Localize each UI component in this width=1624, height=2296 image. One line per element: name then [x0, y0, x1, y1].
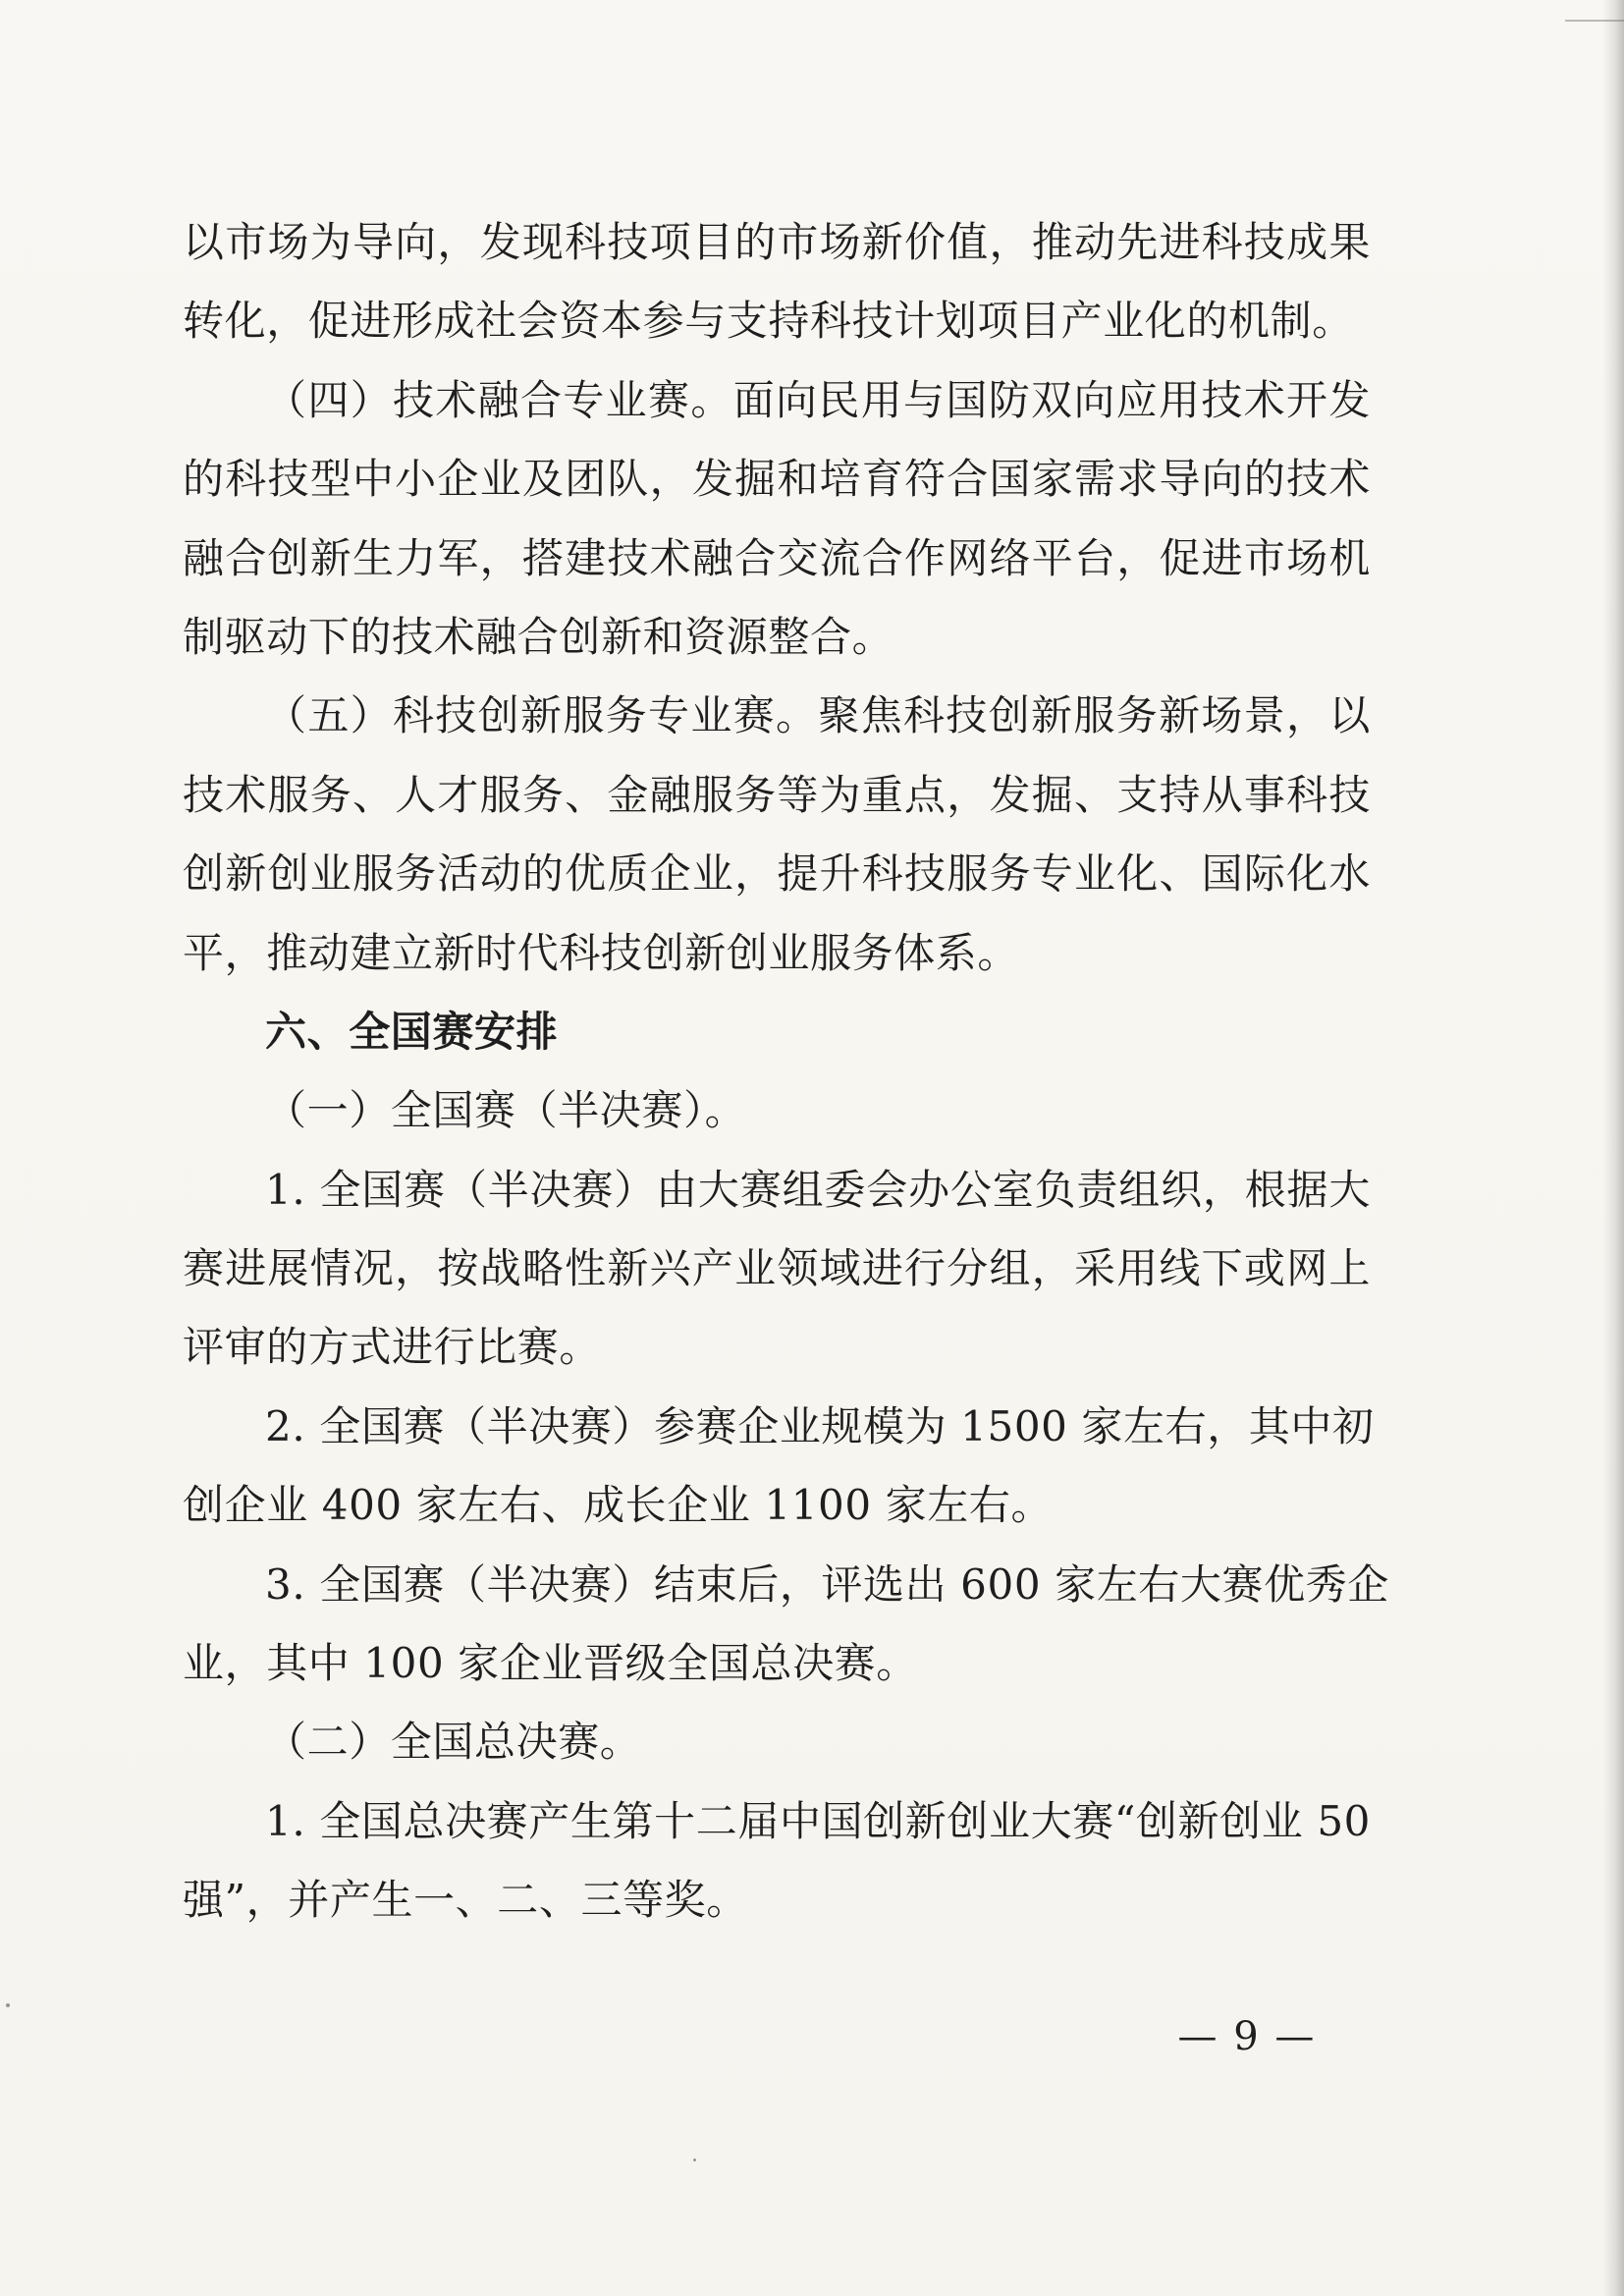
- scan-corner-mark: [1565, 0, 1624, 22]
- paragraph-line: 技术服务、人才服务、金融服务等为重点，发掘、支持从事科技: [183, 770, 1371, 819]
- paragraph-line: （五）科技创新服务专业赛。聚焦科技创新服务新场景，以: [265, 691, 1371, 740]
- scan-speck: [6, 2003, 10, 2007]
- paragraph-line: 的科技型中小企业及团队，发掘和培育符合国家需求导向的技术: [183, 455, 1371, 504]
- scan-speck: [693, 2159, 696, 2161]
- paragraph-line: 以市场为导向，发现科技项目的市场新价值，推动先进科技成果: [183, 218, 1371, 266]
- paragraph-line: （四）技术融合专业赛。面向民用与国防双向应用技术开发: [265, 375, 1371, 424]
- scan-edge-shadow: [1602, 0, 1624, 2296]
- paragraph-line: 平，推动建立新时代科技创新创业服务体系。: [183, 928, 1020, 977]
- paragraph-line: 1. 全国赛（半决赛）由大赛组委会办公室负责组织，根据大: [265, 1165, 1371, 1214]
- section-heading: 六、全国赛安排: [265, 1007, 559, 1056]
- document-body: [183, 218, 1389, 1959]
- paragraph-line: 创新创业服务活动的优质企业，提升科技服务专业化、国际化水: [183, 849, 1371, 899]
- paragraph-line: 2. 全国赛（半决赛）参赛企业规模为 1500 家左右，其中初: [265, 1401, 1375, 1450]
- paragraph-line: 赛进展情况，按战略性新兴产业领域进行分组，采用线下或网上: [183, 1244, 1371, 1293]
- subsection-heading: （二）全国总决赛。: [265, 1718, 642, 1767]
- page-number: — 9 —: [1177, 2014, 1317, 2059]
- paragraph-line: 评审的方式进行比赛。: [183, 1323, 602, 1372]
- paragraph-line: 1. 全国总决赛产生第十二届中国创新创业大赛“创新创业 50: [265, 1796, 1371, 1845]
- paragraph-line: 制驱动下的技术融合创新和资源整合。: [183, 612, 894, 661]
- paragraph-line: 转化，促进形成社会资本参与支持科技计划项目产业化的机制。: [183, 297, 1354, 346]
- paragraph-line: 业，其中 100 家企业晋级全国总决赛。: [183, 1639, 918, 1688]
- paragraph-line: 创企业 400 家左右、成长企业 1100 家左右。: [183, 1481, 1054, 1530]
- paragraph-line: 融合创新生力军，搭建技术融合交流合作网络平台，促进市场机: [183, 533, 1371, 582]
- paragraph-line: 强”，并产生一、二、三等奖。: [183, 1876, 748, 1925]
- subsection-heading: （一）全国赛（半决赛）。: [265, 1086, 747, 1135]
- paragraph-line: 3. 全国赛（半决赛）结束后，评选出 600 家左右大赛优秀企: [265, 1559, 1389, 1609]
